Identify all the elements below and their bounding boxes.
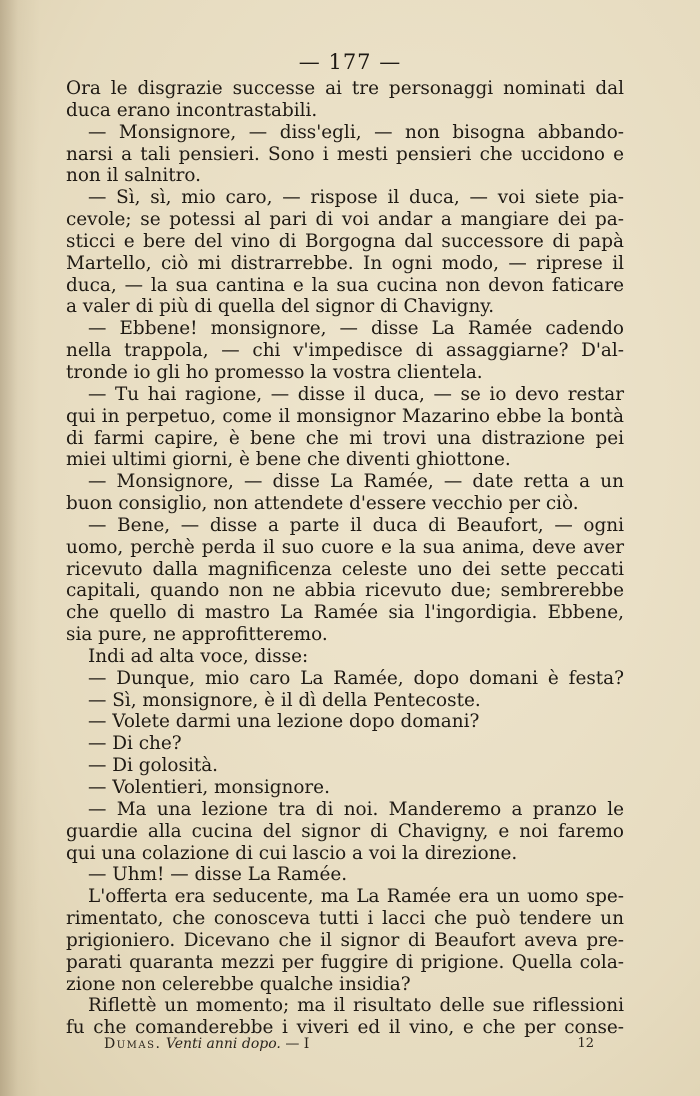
text-line: narsi a tali pensieri. Sono i mesti pensieri che uccidono e <box>66 143 624 165</box>
text-line: cevole; se potessi al pari di voi andar a mangiare dei pa- <box>66 209 624 231</box>
text-line: — Sì, sì, mio caro, — rispose il duca, — voi siete pia- <box>88 187 624 209</box>
text-line: sticci e bere del vino di Borgogna dal successore di papà <box>66 230 624 252</box>
text-line: buon consiglio, non attendete d'essere vecchio per ciò. <box>66 493 579 515</box>
text-line: non il salnitro. <box>66 165 202 187</box>
text-line: sia pure, ne approfitteremo. <box>66 624 328 646</box>
text-line: parati quaranta mezzi per fuggire di prigione. Quella cola- <box>66 951 624 973</box>
text-line: capitali, quando non ne abbia ricevuto due; sembrerebbe <box>66 580 624 602</box>
text-line: — Volete darmi una lezione dopo domani? <box>88 711 480 733</box>
text-line: L'offerta era seducente, ma La Ramée era un uomo spe- <box>88 886 624 908</box>
text-line: zione non celerebbe qualche insidia? <box>66 973 411 995</box>
text-line: — Ma una lezione tra di noi. Manderemo a pranzo le <box>88 798 624 820</box>
text-line: duca, — la sua cantina e la sua cucina non devon faticare <box>66 274 624 296</box>
text-line: prigioniero. Dicevano che il signor di Beaufort aveva pre- <box>66 929 624 951</box>
text-line: duca erano incontrastabili. <box>66 99 318 121</box>
text-line: a valer di più di quella del signor di Chavigny. <box>66 296 495 318</box>
text-line: — Bene, — disse a parte il duca di Beaufort, — ogni <box>88 514 624 536</box>
text-line: miei ultimi giorni, è bene che diventi ghiottone. <box>66 449 511 471</box>
text-line: — Uhm! — disse La Ramée. <box>88 864 348 886</box>
text-line: — Dunque, mio caro La Ramée, dopo domani è festa? <box>88 667 624 689</box>
text-line: fu che comanderebbe i viveri ed il vino, e che per conse- <box>66 1017 624 1039</box>
text-line: che quello di mastro La Ramée sia l'ingordigia. Ebbene, <box>66 602 624 624</box>
text-line: — Di che? <box>88 733 182 755</box>
text-line: Riflettè un momento; ma il risultato delle sue riflessioni <box>88 995 624 1017</box>
text-line: — Sì, monsignore, è il dì della Pentecoste. <box>88 689 481 711</box>
body-text <box>66 78 624 1039</box>
text-line: guardie alla cucina del signor di Chavigny, e noi faremo <box>66 820 624 842</box>
text-line: Ora le disgrazie successe ai tre personaggi nominati dal <box>66 78 624 99</box>
page-number: — 177 — <box>298 50 402 74</box>
text-line: uomo, perchè perda il suo cuore e la sua anima, deve aver <box>66 536 624 558</box>
text-line: — Volentieri, monsignore. <box>88 777 330 798</box>
text-line: rimentato, che conosceva tutti i lacci che può tendere un <box>66 908 624 930</box>
text-line: — Tu hai ragione, — disse il duca, — se io devo restar <box>88 383 624 405</box>
text-line: — Monsignore, — disse La Ramée, — date retta a un <box>88 471 624 493</box>
footer-work: Venti anni dopo. <box>165 1036 281 1052</box>
text-line: — Monsignore, — diss'egli, — non bisogna abbando- <box>88 121 624 143</box>
text-line: ricevuto dalla magnificenza celeste uno dei sette peccati <box>66 558 624 580</box>
footer-title <box>104 1036 309 1052</box>
text-line: — Ebbene! monsignore, — disse La Ramée cadendo <box>88 318 624 340</box>
footer-signature: 12 <box>577 1036 594 1051</box>
text-line: — Di golosità. <box>88 755 219 777</box>
page-footer <box>104 1036 594 1052</box>
text-line: di farmi capire, è bene che mi trovi una distrazione pei <box>66 427 624 449</box>
footer-author: Dumas. <box>104 1036 162 1052</box>
text-line: tronde io gli ho promesso la vostra clientela. <box>66 361 483 383</box>
text-line: qui una colazione di cui lascio a voi la direzione. <box>66 842 518 864</box>
footer-volume: — I <box>285 1036 310 1052</box>
text-line: qui in perpetuo, come il monsignor Mazarino ebbe la bontà <box>66 405 624 427</box>
text-line: nella trappola, — chi v'impedisce di assaggiarne? D'al- <box>66 340 624 362</box>
text-line: Indi ad alta voce, disse: <box>88 645 309 667</box>
text-line: Martello, ciò mi distrarrebbe. In ogni modo, — riprese il <box>66 252 624 274</box>
